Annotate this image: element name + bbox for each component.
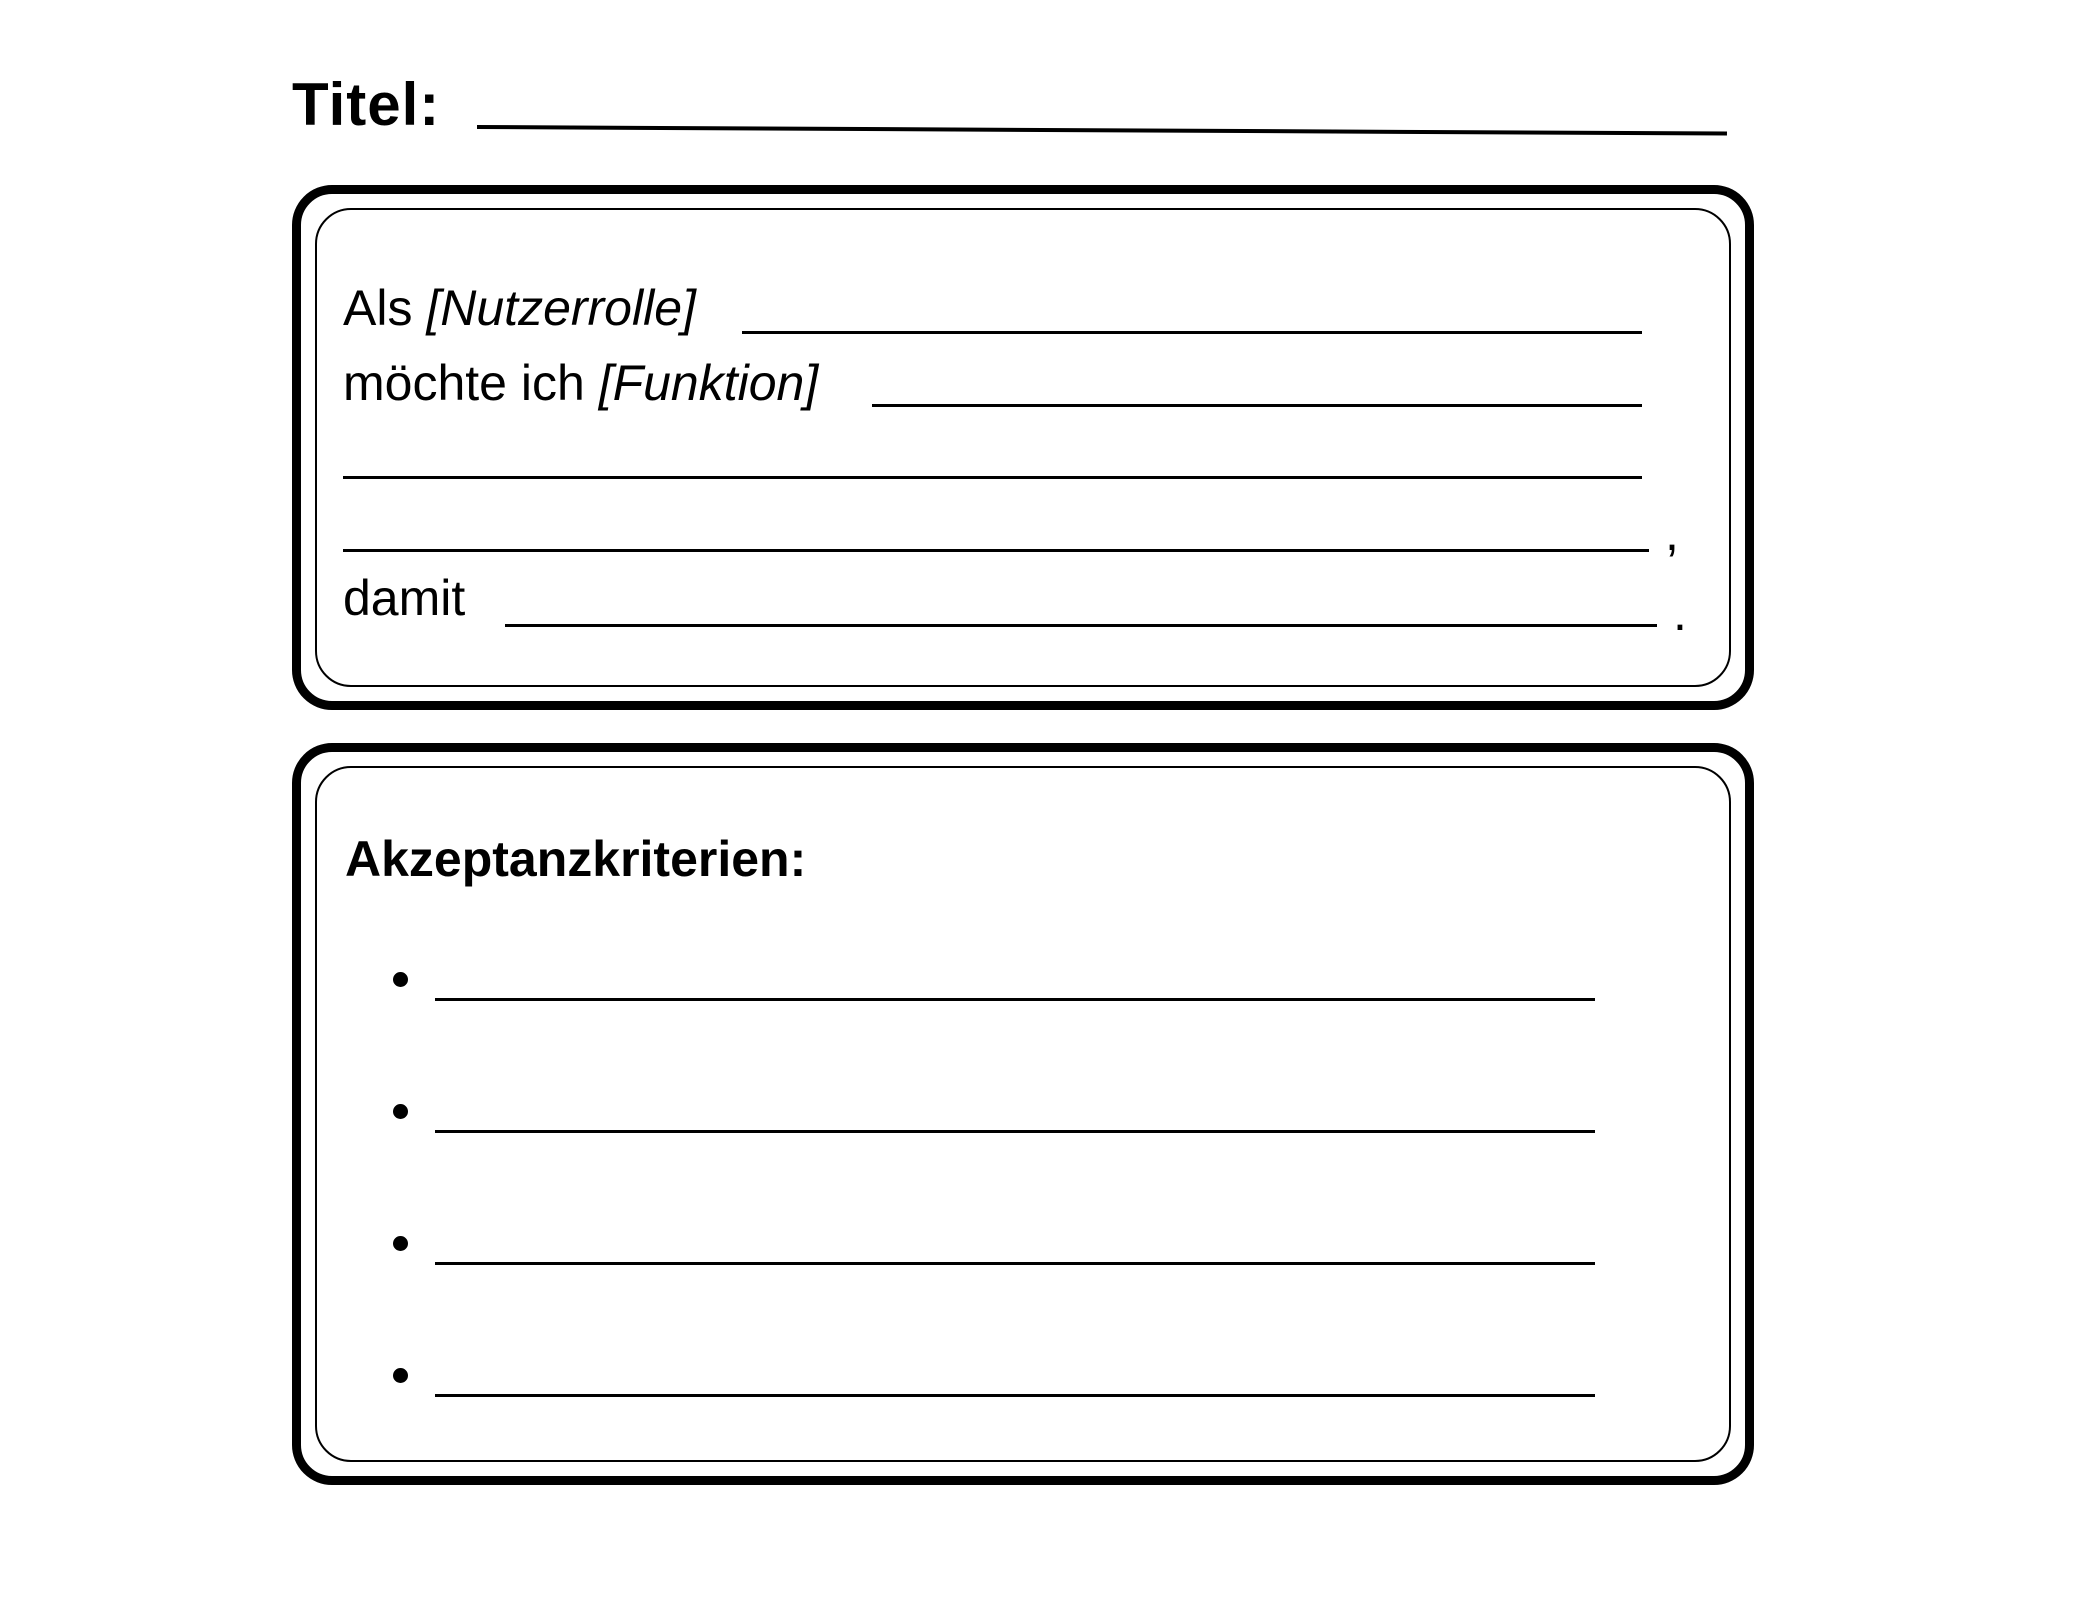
story-role-prefix: Als (343, 280, 413, 336)
acceptance-criteria-card (292, 743, 1754, 1485)
story-line-role (343, 279, 696, 337)
story-function-blank-continued[interactable] (343, 476, 1642, 479)
criteria-item-blank[interactable] (435, 1130, 1595, 1133)
criteria-item-blank[interactable] (435, 998, 1595, 1001)
story-role-placeholder: [Nutzerrolle] (426, 280, 696, 336)
story-line-function (343, 354, 818, 412)
story-function-prefix: möchte ich (343, 355, 585, 411)
story-function-blank-final[interactable] (343, 549, 1649, 552)
user-story-card (292, 185, 1754, 710)
criteria-item-blank[interactable] (435, 1262, 1595, 1265)
criteria-heading: Akzeptanzkriterien: (345, 831, 807, 887)
story-benefit-prefix: damit (343, 570, 466, 626)
title-label: Titel: (292, 71, 441, 138)
story-role-blank[interactable] (742, 331, 1642, 334)
story-line-benefit (343, 569, 465, 627)
title-input-line[interactable] (477, 125, 1727, 136)
story-function-placeholder: [Funktion] (598, 355, 819, 411)
story-function-blank[interactable] (872, 404, 1642, 407)
title-row (292, 70, 1732, 150)
bullet-icon (393, 1236, 408, 1251)
bullet-icon (393, 1368, 408, 1383)
criteria-item-blank[interactable] (435, 1394, 1595, 1397)
bullet-icon (393, 1104, 408, 1119)
story-benefit-blank[interactable] (505, 624, 1657, 627)
story-period: . (1673, 585, 1687, 641)
bullet-icon (393, 972, 408, 987)
story-comma: , (1665, 505, 1679, 561)
